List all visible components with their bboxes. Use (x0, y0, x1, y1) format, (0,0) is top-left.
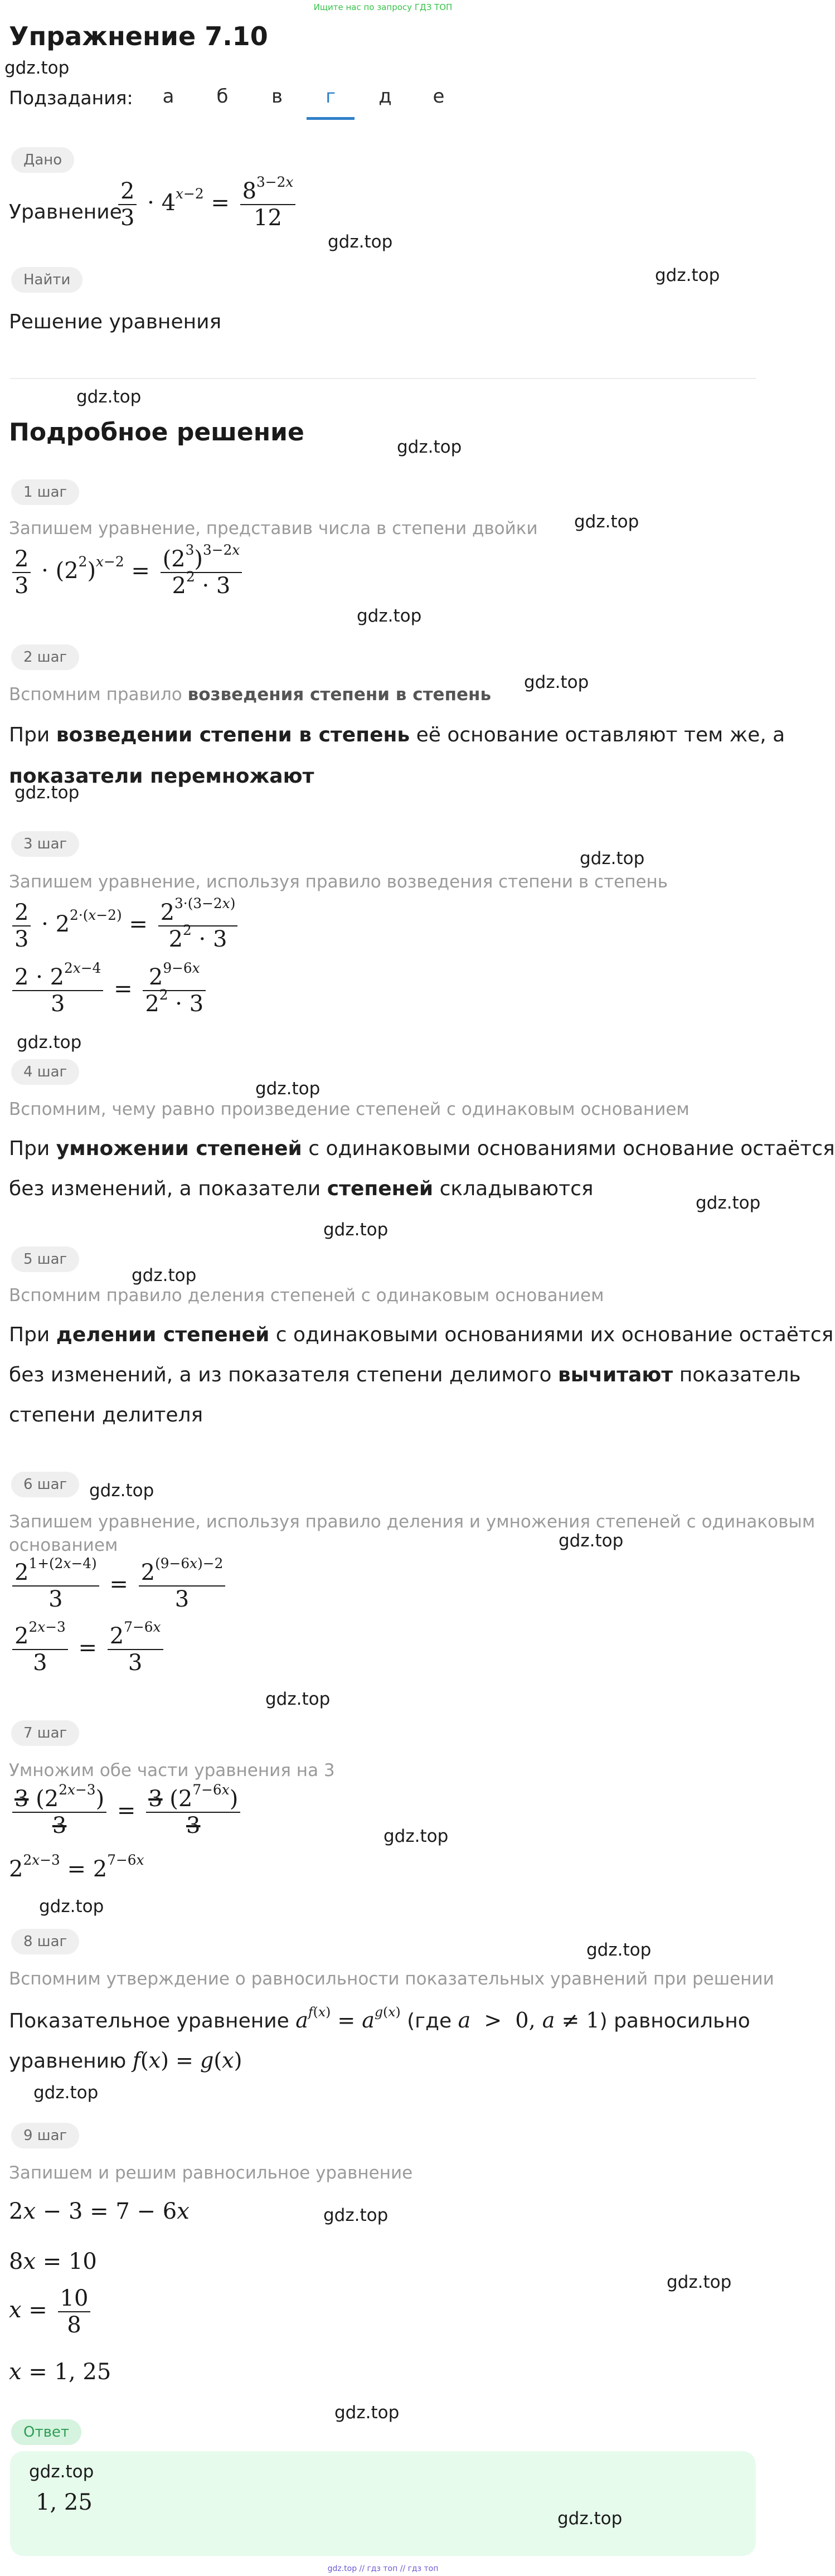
watermark: gdz.top (328, 232, 393, 252)
tab-v[interactable]: в (271, 85, 283, 108)
step3-badge: 3 шаг (11, 831, 79, 857)
step5-rule-line3: степени делителя (9, 1404, 203, 1427)
step4-rule-line1: При умножении степеней с одинаковыми основаниями основание остаётся (9, 1137, 835, 1160)
watermark: gdz.top (323, 1220, 389, 1240)
step3-equation1: $\frac{2}{3}$ · $2^{2\cdot(x-2)}$ = $\frac{2^{3\cdot(3-2x)}}{2^2 \cdot 3}$ (9, 900, 241, 952)
watermark: gdz.top (89, 1481, 154, 1501)
step9-equation2: 8x = 10 (9, 2249, 97, 2274)
step4-rule-line2: без изменений, а показатели степеней складываются (9, 1177, 594, 1200)
step5-rule-line2: без изменений, а из показателя степени делимого вычитают показатель (9, 1364, 801, 1386)
step9-equation1: 2x − 3 = 7 − 6x (9, 2199, 190, 2224)
tab-a[interactable]: а (162, 85, 174, 108)
step6-equation1: $\frac{2^{1+(2x-4)}}{3}$ = $\frac{2^{(9-6x)-2}}{3}$ (9, 1560, 229, 1612)
step8-rule-line2: уравнению f(x) = g(x) (9, 2048, 242, 2073)
section-divider (10, 378, 756, 379)
step5-note: Вспомним правило деления степеней с одинаковым основанием (9, 1285, 604, 1306)
find-badge: Найти (11, 267, 82, 293)
subtasks-label: Подзадания: (9, 87, 133, 109)
answer-value: 1, 25 (36, 2490, 93, 2515)
watermark: gdz.top (574, 512, 639, 532)
top-banner[interactable]: Ищите нас по запросу ГДЗ ТОП (313, 2, 453, 12)
tab-e[interactable]: е (433, 85, 445, 108)
step7-equation1: $\frac{3 (2^{2x-3})}{3}$ = $\frac{3 (2^{7-6x})}{3}$ (9, 1786, 244, 1838)
step8-rule-line1: Показательное уравнение $a^{f(x)} = a^{g(x)}$ (где a > 0, a ≠ 1) равносильно (9, 2003, 750, 2032)
step7-badge: 7 шаг (11, 1720, 79, 1746)
step6-note-line2: основанием (9, 1535, 118, 1555)
step5-badge: 5 шаг (11, 1246, 79, 1272)
bottom-banner[interactable]: gdz.top // гдз топ // гдз топ (327, 2564, 439, 2573)
step1-note: Запишем уравнение, представив числа в степени двойки (9, 518, 538, 539)
watermark: gdz.top (696, 1193, 761, 1213)
step3-note: Запишем уравнение, используя правило возведения степени в степень (9, 872, 668, 892)
watermark: gdz.top (586, 1940, 652, 1960)
step6-badge: 6 шаг (11, 1472, 79, 1497)
step1-badge: 1 шаг (11, 479, 79, 505)
active-tab-indicator (307, 117, 355, 120)
step9-note: Запишем и решим равносильное уравнение (9, 2163, 413, 2183)
watermark: gdz.top (39, 1896, 104, 1917)
watermark: gdz.top (265, 1689, 331, 1709)
watermark: gdz.top (559, 1531, 624, 1551)
watermark: gdz.top (580, 848, 645, 869)
step6-note-line1: Запишем уравнение, используя правило деления и умножения степеней с одинаковым (9, 1512, 815, 1532)
given-badge: Дано (11, 147, 74, 173)
watermark: gdz.top (14, 783, 80, 803)
tab-g[interactable]: г (326, 85, 336, 108)
step5-rule-line1: При делении степеней с одинаковыми основаниями их основание остаётся (9, 1323, 834, 1346)
watermark: gdz.top (323, 2205, 389, 2225)
step4-badge: 4 шаг (11, 1059, 79, 1085)
step2-note: Вспомним правило возведения степени в степень (9, 685, 492, 705)
step1-equation: $\frac{2}{3}$ · $(2^2)^{x-2}$ = $\frac{(2^3)^{3-2x}}{2^2 \cdot 3}$ (9, 546, 245, 599)
step7-equation2: $2^{2x-3} = 2^{7-6x}$ (9, 1851, 144, 1882)
tab-d[interactable]: д (378, 85, 392, 108)
step8-note: Вспомним утверждение о равносильности показательных уравнений при решении (9, 1969, 774, 1989)
watermark: gdz.top (667, 2272, 732, 2292)
watermark: gdz.top (4, 58, 70, 78)
step7-note: Умножим обе части уравнения на 3 (9, 1760, 335, 1781)
watermark: gdz.top (33, 2083, 99, 2103)
watermark: gdz.top (524, 672, 589, 692)
step9-badge: 9 шаг (11, 2123, 79, 2148)
given-equation: $\frac{2}{3}$ · $4^{x-2}$ = $\frac{8^{3-2x}}{12}$ (115, 178, 299, 231)
step2-rule-line2: показатели перемножают (9, 765, 314, 788)
find-text: Решение уравнения (9, 311, 222, 333)
watermark: gdz.top (17, 1032, 82, 1052)
answer-badge: Ответ (11, 2419, 81, 2445)
page-title: Упражнение 7.10 (9, 21, 268, 51)
watermark: gdz.top (397, 437, 462, 457)
step2-badge: 2 шаг (11, 644, 79, 670)
watermark: gdz.top (334, 2403, 400, 2423)
step6-equation2: $\frac{2^{2x-3}}{3}$ = $\frac{2^{7-6x}}{3}$ (9, 1623, 167, 1676)
watermark: gdz.top (76, 387, 142, 407)
watermark: gdz.top (383, 1826, 449, 1846)
step4-note: Вспомним, чему равно произведение степеней с одинаковым основанием (9, 1099, 690, 1119)
watermark: gdz.top (357, 606, 422, 626)
answer-box (10, 2451, 756, 2556)
watermark: gdz.top (132, 1265, 197, 1285)
step3-equation2: $\frac{2 \cdot 2^{2x-4}}{3}$ = $\frac{2^{9-6x}}{2^2 \cdot 3}$ (9, 964, 209, 1017)
watermark: gdz.top (655, 265, 720, 285)
step9-equation4: x = 1, 25 (9, 2359, 111, 2385)
step8-badge: 8 шаг (11, 1929, 79, 1954)
step9-equation3: x = $\frac{10}{8}$ (9, 2286, 94, 2338)
watermark: gdz.top (255, 1079, 321, 1099)
step2-rule-line1: При возведении степени в степень её основание оставляют тем же, а (9, 724, 785, 746)
given-prefix: Уравнение (9, 201, 122, 224)
solution-title: Подробное решение (9, 418, 304, 447)
tab-b[interactable]: б (216, 85, 229, 108)
watermark: gdz.top (557, 2509, 623, 2529)
watermark: gdz.top (29, 2462, 94, 2482)
